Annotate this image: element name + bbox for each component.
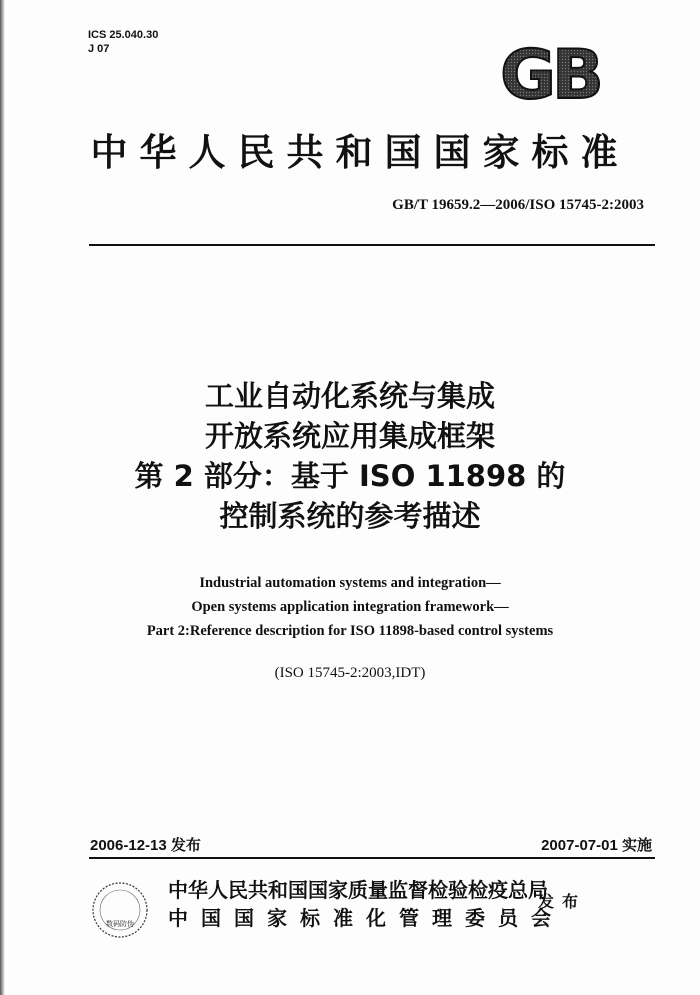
scan-edge-shadow xyxy=(0,0,5,995)
top-divider xyxy=(89,244,655,246)
chinese-title xyxy=(100,376,600,536)
seal-text: 数码防伪 xyxy=(106,920,134,928)
publish-label: 发布 xyxy=(538,892,587,911)
issuer-aqsiq: 中华人民共和国国家质量监督检验检疫总局 xyxy=(168,878,548,902)
ics-code: ICS 25.040.30 xyxy=(88,29,159,41)
issuer-sac: 中国国家标准化管理委员会 xyxy=(168,906,564,930)
cn-title-line: 控制系统的参考描述 xyxy=(219,499,481,533)
en-title-line: Part 2:Reference description for ISO 11898-based control systems xyxy=(146,623,554,639)
cn-title-line: 工业自动化系统与集成 xyxy=(204,379,495,413)
issuing-authorities xyxy=(168,876,564,932)
cn-title-line: 第 2 部分：基于 ISO 11898 的 xyxy=(134,459,566,493)
anti-counterfeit-seal xyxy=(90,880,150,940)
en-title-line: Industrial automation systems and integration— xyxy=(199,575,501,591)
bottom-divider xyxy=(89,857,655,859)
ccs-code: J 07 xyxy=(88,43,110,55)
gb-logo xyxy=(480,40,620,106)
national-standard-title: 中华人民共和国国家标准 xyxy=(90,130,630,174)
iso-reference: (ISO 15745-2:2003,IDT) xyxy=(274,665,426,681)
implementation-date: 2007-07-01 实施 xyxy=(541,837,652,854)
en-title-line: Open systems application integration framework— xyxy=(191,599,509,615)
english-title xyxy=(60,571,640,643)
classification-codes xyxy=(88,28,158,56)
issue-date: 2006-12-13 发布 xyxy=(90,837,201,854)
standard-number: GB/T 19659.2—2006/ISO 15745-2:2003 xyxy=(392,197,644,213)
cn-title-line: 开放系统应用集成框架 xyxy=(204,419,495,453)
gb-logo-text: GB xyxy=(500,40,600,106)
